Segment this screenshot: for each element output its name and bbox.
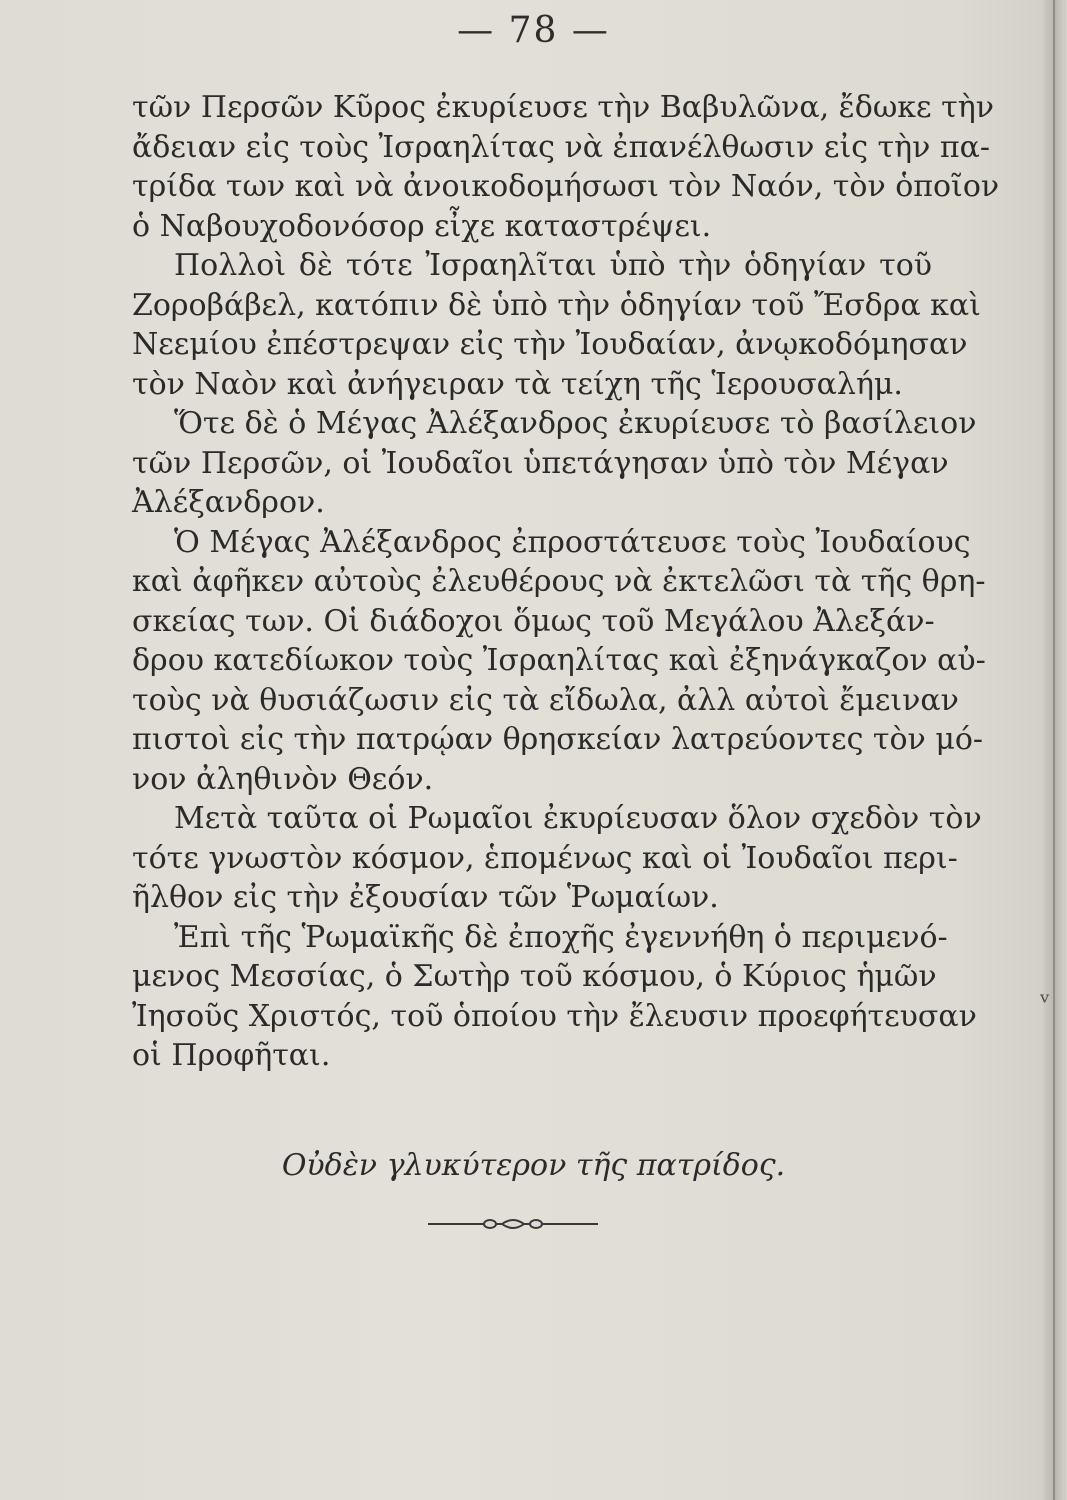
paragraph-2 [132,246,981,404]
text-line: δρου κατεδίωκον τοὺς Ἰσραηλίτας καὶ ἐξηνάγκαζον αὐ- [132,643,986,678]
text-line: Μετὰ ταῦτα οἱ Ρωμαῖοι ἐκυρίευσαν ὅλον σχεδὸν τὸν [174,801,982,836]
text-line: οἱ Προφῆται. [132,1038,331,1073]
paragraph-3 [132,404,977,523]
text-line: τῶν Περσῶν, οἱ Ἰουδαῖοι ὑπετάγησαν ὑπὸ τὸν Μέγαν [132,445,949,481]
paragraph-4 [132,523,986,800]
margin-mark: ᵛ [1040,988,1050,1018]
text-line: τὸν Ναὸν καὶ ἀνήγειραν τὰ τείχη τῆς Ἱερουσαλήμ. [132,366,903,402]
text-line: τότε γνωστὸν κόσμον, ἑπομένως καὶ οἱ Ἰουδαῖοι περι- [132,840,958,876]
text-line: ὁ Ναβουχοδονόσορ εἶχε καταστρέψει. [132,208,712,244]
text-line: καὶ ἀφῆκεν αὐτοὺς ἐλευθέρους νὰ ἐκτελῶσι τὰ τῆς θρη- [132,564,986,599]
text-line: Ἐπὶ τῆς Ῥωμαϊκῆς δὲ ἐποχῆς ἐγεννήθη ὁ περιμενό- [174,919,948,955]
body-text [132,88,1000,1076]
text-line: Ἰησοῦς Χριστός, τοῦ ὁποίου τὴν ἔλευσιν προεφήτευσαν [132,998,977,1034]
motto: Οὐδὲν γλυκύτερον τῆς πατρίδος. [281,1148,786,1183]
text-line: Ζοροβάβελ, κατόπιν δὲ ὑπὸ τὴν ὁδηγίαν τοῦ Ἔσδρα καὶ [132,287,981,323]
paragraph-6 [132,918,977,1076]
paragraph-1 [132,88,1000,246]
ornament-divider-icon [428,1215,598,1233]
page-number: — 78 — [457,10,610,51]
text-line: Ὁ Μέγας Ἀλέξανδρος ἐπροστάτευσε τοὺς Ἰουδαίους [174,524,971,560]
paragraph-5 [132,799,982,918]
text-line: σκείας των. Οἱ διάδοχοι ὅμως τοῦ Μεγάλου Ἀλεξάν- [132,603,935,639]
text-line: ἄδειαν εἰς τοὺς Ἰσραηλίτας νὰ ἐπανέλθωσιν εἰς τὴν πα- [132,129,991,165]
text-line: τῶν Περσῶν Κῦρος ἐκυρίευσε τὴν Βαβυλῶνα, ἔδωκε τὴν [132,90,994,125]
text-line: ῆλθον εἰς τὴν ἐξουσίαν τῶν Ῥωμαίων. [132,880,719,915]
text-line: Ἀλέξανδρον. [132,485,325,520]
text-line: νον ἀληθινὸν Θεόν. [132,761,434,797]
text-line: πιστοὶ εἰς τὴν πατρῴαν θρησκείαν λατρεύοντες τὸν μό- [132,722,984,757]
text-line: μενος Μεσσίας, ὁ Σωτὴρ τοῦ κόσμου, ὁ Κύριος ἡμῶν [132,959,937,994]
page-edge-line [1053,0,1055,1500]
text-line: τοὺς νὰ θυσιάζωσιν εἰς τὰ εἴδωλα, ἀλλ αὐτοὶ ἔμειναν [132,682,959,718]
text-line: Ὅτε δὲ ὁ Μέγας Ἀλέξανδρος ἐκυρίευσε τὸ βασίλειον [174,406,977,441]
text-line: Νεεμίου ἐπέστρεψαν εἰς τὴν Ἰουδαίαν, ἀνῳκοδόμησαν [132,327,968,362]
text-line: τρίδα των καὶ νὰ ἀνοικοδομήσωσι τὸν Ναόν, τὸν ὁποῖον [132,169,1000,204]
page-binding-edge [1043,0,1067,1500]
text-line: Πολλοὶ δὲ τότε Ἰσραηλῖται ὑπὸ τὴν ὁδηγίαν τοῦ [174,248,932,283]
